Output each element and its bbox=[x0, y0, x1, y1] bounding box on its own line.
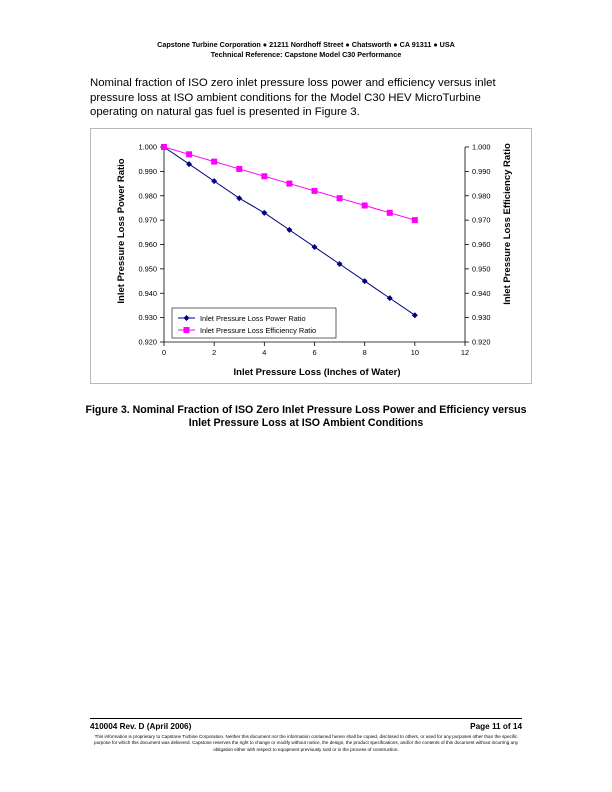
x-tick-label: 2 bbox=[212, 348, 217, 357]
legend-marker-efficiency bbox=[184, 327, 190, 333]
chart-legend bbox=[172, 308, 336, 338]
y-tick-label-right: 1.000 bbox=[472, 142, 491, 152]
data-point-efficiency bbox=[236, 166, 242, 172]
legend-label-efficiency: Inlet Pressure Loss Efficiency Ratio bbox=[200, 326, 317, 335]
header-reference-line: Technical Reference: Capstone Model C30 Performance bbox=[210, 50, 402, 59]
y-axis-label: Inlet Pressure Loss Power Ratio bbox=[116, 158, 127, 304]
header-company-line: Capstone Turbine Corporation ● 21211 Nordhoff Street ● Chatsworth ● CA 91311 ● USA bbox=[157, 40, 455, 49]
x-axis-label: Inlet Pressure Loss (Inches of Water) bbox=[233, 367, 401, 378]
y-tick-label-right: 0.950 bbox=[472, 264, 491, 274]
y2-axis-label: Inlet Pressure Loss Efficiency Ratio bbox=[502, 143, 513, 305]
x-tick-label: 0 bbox=[161, 348, 167, 357]
legend-label-power: Inlet Pressure Loss Power Ratio bbox=[200, 314, 306, 323]
data-point-power bbox=[261, 210, 267, 216]
footer-disclaimer: This information is proprietary to Capstone Turbine Corporation. Neither this document nor the information contained herein shall be copied, disclosed to others, or used for any purposes other than the specific purpose for which this document was delivered. Capstone reserves the right to change or modify without notice, the design, the product specifications, and/or the contents of this document without incurring any obligation either with respect to equipment previously sold or in the process of construction. bbox=[94, 734, 518, 752]
data-point-power bbox=[412, 312, 418, 318]
data-point-efficiency bbox=[387, 210, 393, 216]
footer-document-id: 410004 Rev. D (April 2006) bbox=[90, 722, 192, 731]
data-point-power bbox=[286, 227, 292, 233]
x-tick-label: 12 bbox=[460, 348, 470, 357]
data-point-efficiency bbox=[412, 217, 418, 223]
data-point-efficiency bbox=[161, 144, 167, 150]
data-point-efficiency bbox=[286, 181, 292, 187]
line-chart bbox=[91, 129, 533, 385]
series-layer bbox=[161, 144, 418, 318]
data-point-power bbox=[211, 178, 217, 184]
data-point-power bbox=[186, 161, 192, 167]
y-tick-label-left: 1.000 bbox=[138, 142, 157, 152]
data-point-efficiency bbox=[186, 151, 192, 157]
y-tick-label-right: 0.980 bbox=[472, 191, 491, 201]
y-tick-label-left: 0.930 bbox=[138, 313, 157, 323]
y-tick-label-left: 0.960 bbox=[138, 240, 157, 250]
y-axis-left-ticks bbox=[139, 143, 165, 347]
data-point-efficiency bbox=[337, 195, 343, 201]
page-header bbox=[0, 40, 612, 60]
chart-frame bbox=[90, 128, 532, 384]
y-tick-label-left: 0.940 bbox=[138, 288, 157, 298]
data-point-efficiency bbox=[312, 188, 318, 194]
y-tick-label-right: 0.960 bbox=[472, 240, 491, 250]
data-point-power bbox=[236, 195, 242, 201]
x-tick-label: 8 bbox=[362, 348, 367, 357]
data-point-power bbox=[337, 261, 343, 267]
y-tick-label-right: 0.940 bbox=[472, 288, 491, 298]
footer-page-number: Page 11 of 14 bbox=[470, 722, 522, 731]
y-axis-right-ticks bbox=[465, 143, 491, 347]
intro-paragraph: Nominal fraction of ISO zero inlet pressure loss power and efficiency versus inlet pressure loss at ISO ambient conditions for the Model C30 HEV MicroTurbine operating on natural gas fuel is presented in Figure 3. bbox=[90, 77, 496, 118]
y-tick-label-left: 0.980 bbox=[138, 191, 157, 201]
data-point-power bbox=[362, 278, 368, 284]
y-tick-label-right: 0.930 bbox=[472, 313, 491, 323]
y-tick-label-left: 0.990 bbox=[138, 166, 157, 176]
y-tick-label-left: 0.970 bbox=[138, 215, 157, 225]
y-tick-label-left: 0.950 bbox=[138, 264, 157, 274]
y-tick-label-left: 0.920 bbox=[138, 337, 157, 347]
y-tick-label-right: 0.970 bbox=[472, 215, 491, 225]
figure-caption: Figure 3. Nominal Fraction of ISO Zero Inlet Pressure Loss Power and Efficiency versus Inlet Pressure Loss at ISO Ambient Conditions bbox=[85, 404, 527, 429]
data-point-efficiency bbox=[362, 203, 368, 209]
footer-divider bbox=[90, 718, 522, 719]
x-tick-label: 6 bbox=[312, 348, 317, 357]
x-tick-label: 10 bbox=[410, 348, 419, 357]
data-point-efficiency bbox=[211, 159, 217, 165]
y-tick-label-right: 0.990 bbox=[472, 166, 491, 176]
x-tick-label: 4 bbox=[262, 348, 267, 357]
data-point-efficiency bbox=[261, 173, 267, 179]
y-tick-label-right: 0.920 bbox=[472, 337, 491, 347]
data-point-power bbox=[312, 244, 318, 250]
data-point-power bbox=[387, 295, 393, 301]
x-axis-ticks bbox=[162, 342, 469, 357]
